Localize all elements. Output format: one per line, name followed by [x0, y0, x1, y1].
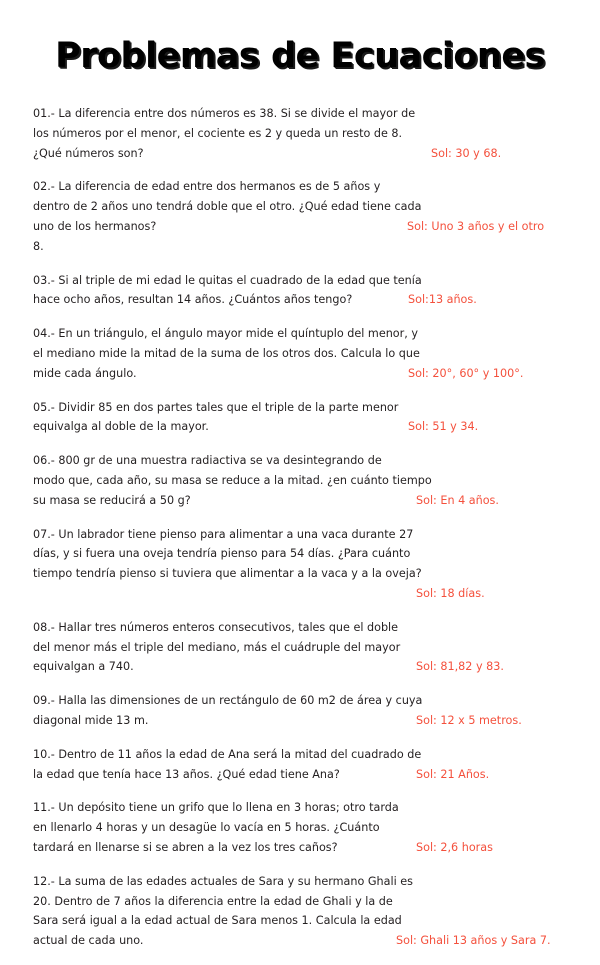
problem-solution: Sol: Ghali 13 años y Sara 7. — [396, 934, 551, 948]
problem-line: Sara será igual a la edad actual de Sara menos 1. Calcula la edad — [33, 914, 402, 928]
problem-line: 04.- En un triángulo, el ángulo mayor mide el quíntuplo del menor, y — [33, 327, 418, 341]
problem-line: equivalgan a 740. Sol: 81,82 y 83. — [33, 657, 567, 677]
problem-solution: Sol: 81,82 y 83. — [416, 660, 504, 674]
problem-solution: Sol: 51 y 34. — [408, 420, 479, 434]
problem-block — [33, 451, 567, 510]
problem-tail: 8. — [33, 239, 44, 253]
problem-line: días, y si fuera una oveja tendría pienso para 54 días. ¿Para cuánto — [33, 547, 411, 561]
problem-solution: Sol: 18 días. — [416, 586, 485, 600]
problem-line: 11.- Un depósito tiene un grifo que lo llena en 3 horas; otro tarda — [33, 801, 399, 815]
problem-solution: Sol: En 4 años. — [416, 493, 499, 507]
problem-line: ¿Qué números son? Sol: 30 y 68. — [33, 144, 567, 164]
problem-line: del menor más el triple del mediano, más el cuádruple del mayor — [33, 640, 401, 654]
problem-line: su masa se reducirá a 50 g? Sol: En 4 años. — [33, 491, 567, 511]
problem-line: hace ocho años, resultan 14 años. ¿Cuántos años tengo? Sol:13 años. — [33, 290, 567, 310]
page-title: Problemas de Ecuaciones — [55, 36, 545, 76]
problem-line: tiempo tendría pienso si tuviera que alimentar a la vaca y a la oveja? — [33, 567, 422, 581]
problem-solution: Sol: 12 x 5 metros. — [416, 713, 522, 727]
problem-line: 03.- Si al triple de mi edad le quitas el cuadrado de la edad que tenía — [33, 273, 422, 287]
problem-line: los números por el menor, el cociente es 2 y queda un resto de 8. — [33, 126, 403, 140]
problem-solution: Sol:13 años. — [408, 293, 477, 307]
problem-solution: Sol: 2,6 horas — [416, 840, 493, 854]
problem-line: 06.- 800 gr de una muestra radiactiva se va desintegrando de — [33, 454, 382, 468]
problem-solution: Sol: 21 Años. — [416, 767, 490, 781]
problem-block — [33, 398, 567, 438]
problem-line: dentro de 2 años uno tendrá doble que el otro. ¿Qué edad tiene cada — [33, 200, 422, 214]
problem-list — [33, 104, 567, 965]
problem-line: 12.- La suma de las edades actuales de Sara y su hermano Ghali es — [33, 874, 413, 888]
problem-solution: Sol: 30 y 68. — [431, 146, 502, 160]
problem-line: diagonal mide 13 m. Sol: 12 x 5 metros. — [33, 711, 567, 731]
problem-block — [33, 872, 567, 951]
problem-block — [33, 618, 567, 677]
problem-block — [33, 271, 567, 311]
problem-line: equivalga al doble de la mayor. Sol: 51 y 34. — [33, 417, 567, 437]
problem-line: 10.- Dentro de 11 años la edad de Ana será la mitad del cuadrado de — [33, 747, 422, 761]
problem-line: 07.- Un labrador tiene pienso para alimentar a una vaca durante 27 — [33, 527, 414, 541]
problem-line: 09.- Halla las dimensiones de un rectángulo de 60 m2 de área y cuya — [33, 694, 423, 708]
problem-line: la edad que tenía hace 13 años. ¿Qué edad tiene Ana? Sol: 21 Años. — [33, 765, 567, 785]
problem-block — [33, 798, 567, 857]
problem-line: mide cada ángulo. Sol: 20°, 60° y 100°. — [33, 364, 567, 384]
problem-block — [33, 104, 567, 163]
problem-line: en llenarlo 4 horas y un desagüe lo vacía en 5 horas. ¿Cuánto — [33, 821, 380, 835]
problem-line: modo que, cada año, su masa se reduce a la mitad. ¿en cuánto tiempo — [33, 473, 432, 487]
problem-solution: Sol: 20°, 60° y 100°. — [408, 366, 524, 380]
problem-line: 02.- La diferencia de edad entre dos hermanos es de 5 años y — [33, 180, 381, 194]
problem-line: el mediano mide la mitad de la suma de los otros dos. Calcula lo que — [33, 346, 420, 360]
problem-line: uno de los hermanos? Sol: Uno 3 años y el otro — [33, 217, 567, 237]
problem-block — [33, 525, 567, 604]
problem-block — [33, 691, 567, 731]
problem-block — [33, 745, 567, 785]
problem-line: tardará en llenarse si se abren a la vez los tres caños? Sol: 2,6 horas — [33, 838, 567, 858]
problem-line: actual de cada uno. Sol: Ghali 13 años y Sara 7. — [33, 931, 567, 951]
problem-line: 01.- La diferencia entre dos números es 38. Si se divide el mayor de — [33, 107, 416, 120]
problem-line: 20. Dentro de 7 años la diferencia entre la edad de Ghali y la de — [33, 894, 393, 908]
solution-row — [33, 584, 567, 604]
problem-solution: Sol: Uno 3 años y el otro — [407, 219, 545, 233]
problem-block — [33, 177, 567, 256]
problem-line: 05.- Dividir 85 en dos partes tales que el triple de la parte menor — [33, 400, 399, 414]
problem-block — [33, 324, 567, 383]
problem-line: 08.- Hallar tres números enteros consecutivos, tales que el doble — [33, 620, 399, 634]
